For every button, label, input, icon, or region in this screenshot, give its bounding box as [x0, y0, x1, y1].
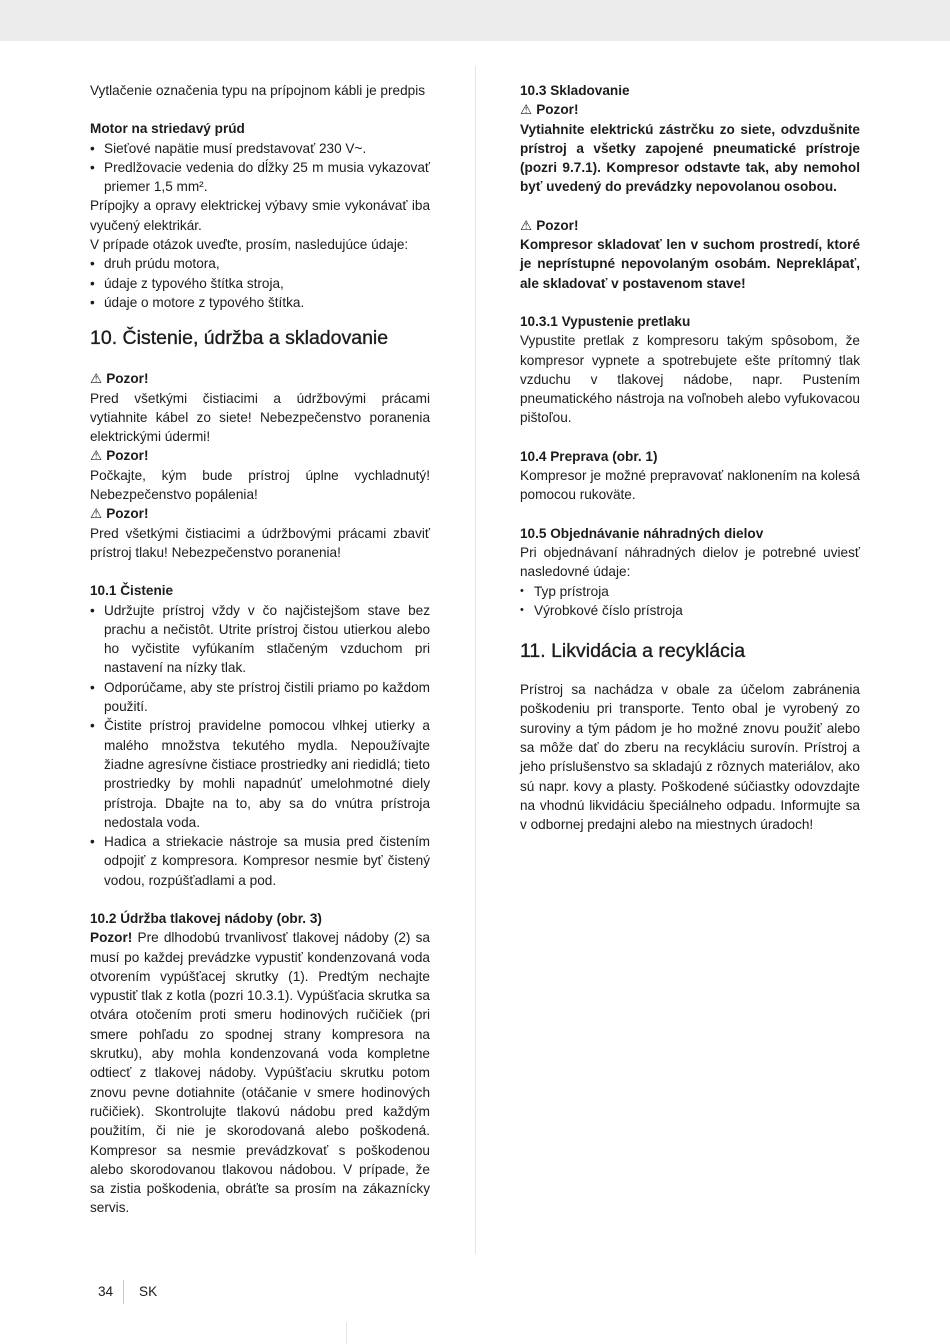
- list-item: • Sieťové napätie musí predstavovať 230 V~.: [90, 139, 430, 158]
- warning-icon: ⚠: [90, 506, 103, 522]
- section-10-5-text: Pri objednávaní náhradných dielov je potrebné uviesť nasledovné údaje:: [520, 544, 860, 580]
- top-bar: [0, 0, 950, 41]
- list-item: • Odporúčame, aby ste prístroj čistili priamo po každom použití.: [90, 678, 430, 717]
- list-item: • druh prúdu motora,: [90, 254, 430, 273]
- column-divider: [475, 66, 476, 1254]
- warning-block: [90, 369, 430, 446]
- list-item: • Udržujte prístroj vždy v čo najčistejšom stave bez prachu a nečistôt. Utrite prístroj čistou utierkou alebo ho vyčistite vyfúkaním stlačeným vzduchom pri nastavení na nízky tlak.: [90, 601, 430, 678]
- warning-block: [90, 504, 430, 562]
- section-10-3-1-text: Vypustite pretlak z kompresoru takým spôsobom, že kompresor vypnete a spotrebujete ešte prítomný tlak vzduchu v tlakovej nádobe, napr. Pustením pneumatického nástroja na voľnobeh alebo vyfukovacou pištoľou.: [520, 333, 860, 426]
- warning-icon: ⚠: [90, 448, 103, 464]
- warning-label: Pozor!: [106, 448, 149, 464]
- warning-label: Pozor!: [536, 102, 579, 118]
- section-10-4-text: Kompresor je možné prepravovať naklonením na kolesá pomocou rukoväte.: [520, 468, 860, 503]
- crop-mark: [346, 1322, 347, 1344]
- section-10-2-heading: 10.2 Údržba tlakovej nádoby (obr. 3): [90, 910, 322, 926]
- list-item: • Čistite prístroj pravidelne pomocou vlhkej utierky a malého množstva tekutého mydla. Nepoužívajte žiadne agresívne čistiace prostriedky ani riedidlá; tieto prostriedky by mohli napadnúť umelohmotné diely prístroja. Dbajte na to, aby sa do vnútra prístroja nedostala voda.: [90, 716, 430, 832]
- list-item: • údaje o motore z typového štítka.: [90, 293, 430, 312]
- section-10-4-heading: 10.4 Preprava (obr. 1): [520, 448, 658, 464]
- warning-text: Pred všetkými čistiacimi a údržbovými prácami zbaviť prístroj tlaku! Nebezpečenstvo poranenia!: [90, 525, 430, 560]
- section-11-heading: 11. Likvidácia a recyklácia: [520, 640, 746, 663]
- section-10-2-text: Pozor! Pre dlhodobú trvanlivosť tlakovej nádoby (2) sa musí po každej prevádzke vypustiť kondenzovaná voda otvorením vypúšťacej skrutky (1). Predtým nechajte vypustiť tlak z kotla (pozri 10.3.1). Vypúšťacia skrutka sa otvára otočením proti smeru hodinových ručičiek (pri smere pohľadu zo spodnej strany kompresora na skrutku), aby mohla kondenzovaná voda kompletne odtiecť z tlakovej nádoby. Vypúšťaciu skrutku potom znovu pevne dotiahnite (otáčanie v smere hodinových ručičiek). Skontrolujte tlakovú nádobu pred každým použitím, či nie je skorodovaná alebo poškodená. Kompresor sa nesmie prevádzkovať s poškodenou alebo skorodovanou tlakovou nádobou. V prípade, že sa zistia poškodenia, obráťte sa prosím na zákaznícky servis.: [90, 930, 430, 1216]
- warning-label: Pozor!: [106, 506, 149, 522]
- warning-icon: ⚠: [520, 217, 533, 233]
- left-column: [90, 81, 430, 1218]
- section-10-5-heading: 10.5 Objednávanie náhradných dielov: [520, 525, 764, 541]
- list-item: • Predlžovacie vedenia do dĺžky 25 m musia vykazovať priemer 1,5 mm².: [90, 158, 430, 197]
- list-item: • Hadica a striekacie nástroje sa musia pred čistením odpojiť z kompresora. Kompresor nesmie byť čistený vodou, rozpúšťadlami a pod.: [90, 832, 430, 890]
- questions-note: V prípade otázok uveďte, prosím, nasledujúce údaje:: [90, 237, 409, 253]
- section-10-heading: 10. Čistenie, údržba a skladovanie: [90, 327, 389, 350]
- cleaning-list: [90, 601, 430, 890]
- warning-label: Pozor!: [106, 371, 149, 387]
- warning-label: Pozor!: [536, 217, 579, 233]
- warning-text: Pred všetkými čistiacimi a údržbovými prácami vytiahnite kábel zo siete! Nebezpečenstvo poranenia elektrickými údermi!: [90, 390, 430, 445]
- warning-text: Kompresor skladovať len v suchom prostredí, ktoré je neprístupné nepovolaným osobám. Neprekláp​ať, ale skladovať v postavenom stave!: [520, 237, 860, 291]
- page-number: 34: [98, 1284, 114, 1299]
- list-item: • údaje z typového štítka stroja,: [90, 274, 430, 293]
- warning-icon: ⚠: [520, 102, 533, 118]
- warning-label: Pozor!: [90, 930, 133, 946]
- section-10-1-heading: 10.1 Čistenie: [90, 583, 174, 599]
- warning-icon: ⚠: [90, 371, 103, 387]
- section-10-3-1-heading: 10.3.1 Vypustenie pretlaku: [520, 313, 691, 329]
- questions-list: [90, 254, 430, 312]
- parts-list: [520, 582, 860, 621]
- motor-heading: Motor na striedavý prúd: [90, 121, 245, 137]
- list-item: • Výrobkové číslo prístroja: [520, 601, 860, 620]
- footer-divider: [123, 1280, 124, 1304]
- section-11-text: Prístroj sa nachádza v obale za účelom zabránenia poškodeniu pri transporte. Tento obal je vyrobený zo suroviny a tým pádom je ho možné znovu použiť alebo sa môže dať do zberu na recykláciu surovín. Prístroj a jeho príslušenstvo sa skladajú z rôznych materiálov, ako sú napr. kovy a plasty. Poškodené súčiastky odovzdajte na vhodnú likvidáciu špeciálneho odpadu. Informujte sa v odbornej predajni alebo na miestnych úradoch!: [520, 682, 860, 833]
- language-code: SK: [139, 1284, 158, 1299]
- motor-list: [90, 139, 430, 197]
- cable-note: Vytlačenie označenia typu na prípojnom kábli je predpis: [90, 83, 426, 98]
- section-10-3-heading: 10.3 Skladovanie: [520, 83, 630, 98]
- warning-text: Počkajte, kým bude prístroj úplne vychladnutý! Nebezpečenstvo popálenia!: [90, 467, 430, 503]
- warning-text: Vytiahnite elektrickú zástrčku zo siete, odvzdušnite prístroj a všetky zapojené pneumatické prístroje (pozri 9.7.1). Kompresor odstavte tak, aby nemohol byť uvedený do prevádzky nepovolanou osobou.: [520, 121, 860, 195]
- connections-note: Prípojky a opravy elektrickej výbavy smie vykonávať iba vyučený elektrikár.: [90, 198, 430, 233]
- right-column: [520, 81, 860, 835]
- list-item: • Typ prístroja: [520, 582, 860, 601]
- warning-block: [90, 446, 430, 504]
